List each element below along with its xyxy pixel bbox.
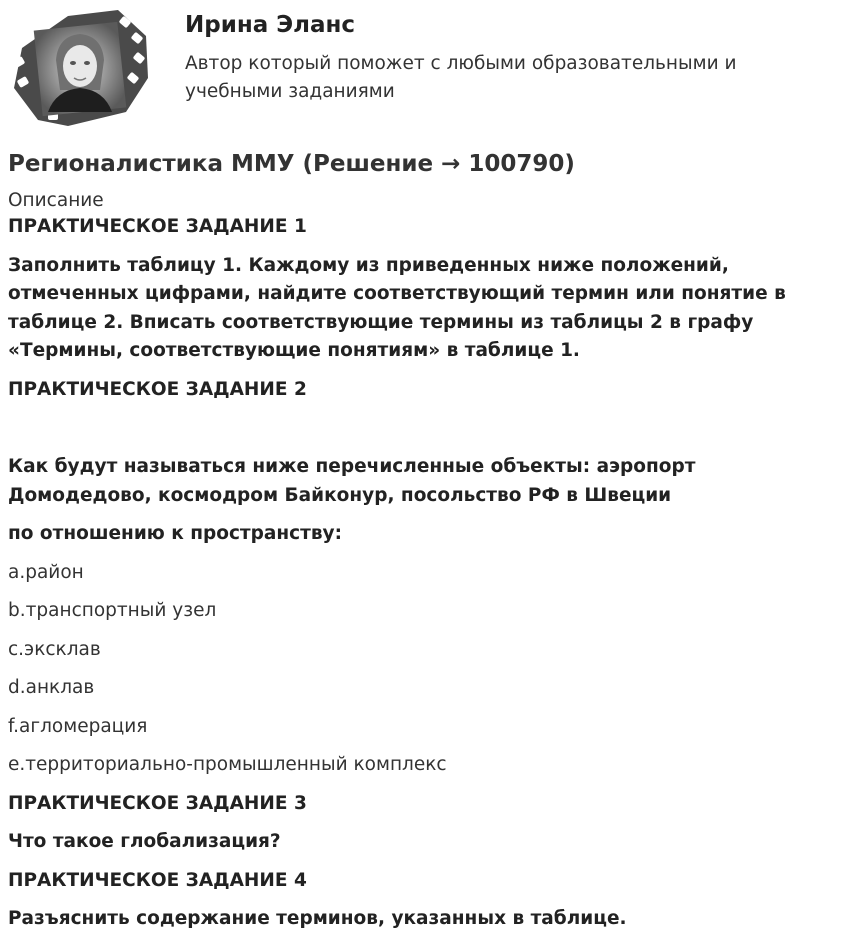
task-1-heading: ПРАКТИЧЕСКОЕ ЗАДАНИЕ 1 — [8, 216, 307, 237]
main-content — [8, 148, 838, 934]
option-f: f.агломерация — [8, 715, 148, 737]
option-e: e.территориально-промышленный комплекс — [8, 754, 447, 775]
option-d: d.анклав — [8, 677, 95, 698]
author-header — [0, 0, 847, 140]
option-c: c.эксклав — [8, 638, 101, 660]
page-title: Регионалистика ММУ (Решение → 100790) — [8, 151, 575, 177]
task-4-text: Разъяснить содержание терминов, указанных в таблице. — [8, 908, 627, 929]
author-bio: Автор который поможет с любыми образовательными и учебными заданиями — [185, 53, 737, 102]
author-avatar — [8, 8, 150, 128]
task-2-question: Как будут называться ниже перечисленные объекты: аэропорт Домодедово, космодром Байконур, посольство РФ в Швеции — [8, 456, 696, 506]
task-4-heading: ПРАКТИЧЕСКОЕ ЗАДАНИЕ 4 — [8, 869, 307, 891]
option-b: b.транспортный узел — [8, 600, 217, 621]
task-3-question: Что такое глобализация? — [8, 831, 281, 852]
task-3-heading: ПРАКТИЧЕСКОЕ ЗАДАНИЕ 3 — [8, 792, 307, 814]
task-1-text: Заполнить таблицу 1. Каждому из приведенных ниже положений, отмеченных цифрами, найдите соответствующий термин или понятие в таблице 2. Вписать соответствующие термины из таблицы 2 в графу «Термины, соответствующие понятиям» в таблице 1. — [8, 254, 786, 361]
option-a: a.район — [8, 561, 84, 583]
task-2-subtext: по отношению к пространству: — [8, 523, 343, 544]
task-2-heading: ПРАКТИЧЕСКОЕ ЗАДАНИЕ 2 — [8, 378, 307, 400]
author-name: Ирина Эланс — [185, 12, 356, 38]
description-label: Описание — [8, 190, 104, 211]
